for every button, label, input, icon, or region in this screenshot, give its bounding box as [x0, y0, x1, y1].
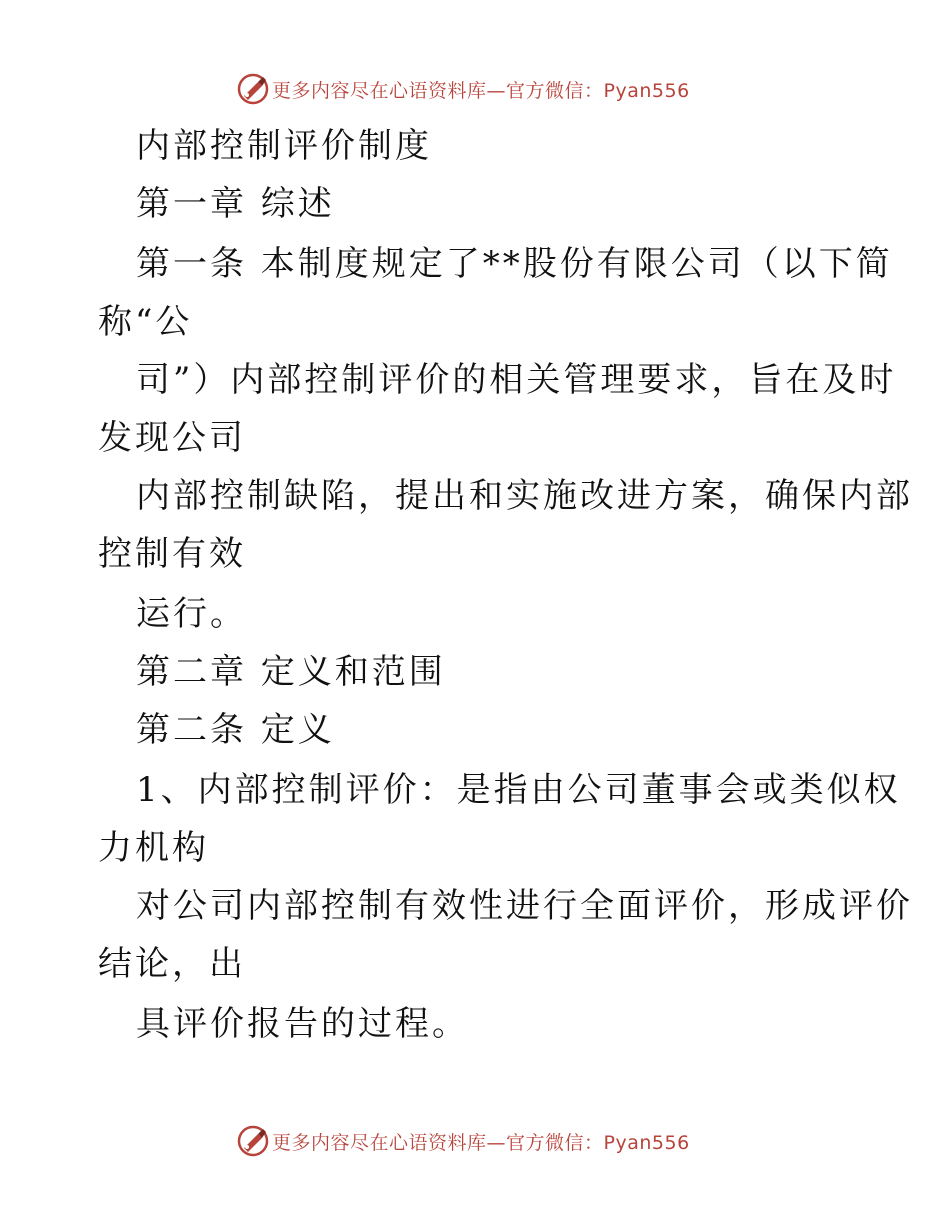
footer-banner-text: 更多内容尽在心语资料库—官方微信：Pyan556 — [272, 1131, 690, 1154]
chapter-heading: 第二章 定义和范围 — [136, 652, 446, 692]
paragraph-line: 第一条 本制度规定了**股份有限公司（以下简 — [136, 244, 893, 284]
paragraph-line: 发现公司 — [98, 418, 246, 458]
paragraph-line: 对公司内部控制有效性进行全面评价，形成评价 — [136, 886, 913, 926]
paragraph-line: 称“公 — [98, 302, 193, 342]
red-pen-circle-icon — [236, 1124, 270, 1158]
paragraph-line: 内部控制缺陷，提出和实施改进方案，确保内部 — [136, 476, 913, 516]
header-banner-text: 更多内容尽在心语资料库—官方微信：Pyan556 — [272, 79, 690, 102]
paragraph-line: 司”）内部控制评价的相关管理要求，旨在及时 — [136, 360, 897, 400]
header-watermark-banner — [236, 72, 716, 106]
footer-watermark-banner — [236, 1124, 716, 1158]
chapter-heading: 第一章 综述 — [136, 184, 335, 224]
paragraph-line: 具评价报告的过程。 — [136, 1004, 469, 1044]
paragraph-line: 力机构 — [98, 828, 209, 868]
paragraph-line: 控制有效 — [98, 534, 246, 574]
article-heading: 第二条 定义 — [136, 710, 335, 750]
paragraph-line: 结论，出 — [98, 944, 246, 984]
red-pen-circle-icon — [236, 72, 270, 106]
paragraph-line: 1、内部控制评价：是指由公司董事会或类似权 — [136, 770, 901, 810]
document-title: 内部控制评价制度 — [136, 126, 432, 166]
paragraph-line: 运行。 — [136, 594, 247, 634]
